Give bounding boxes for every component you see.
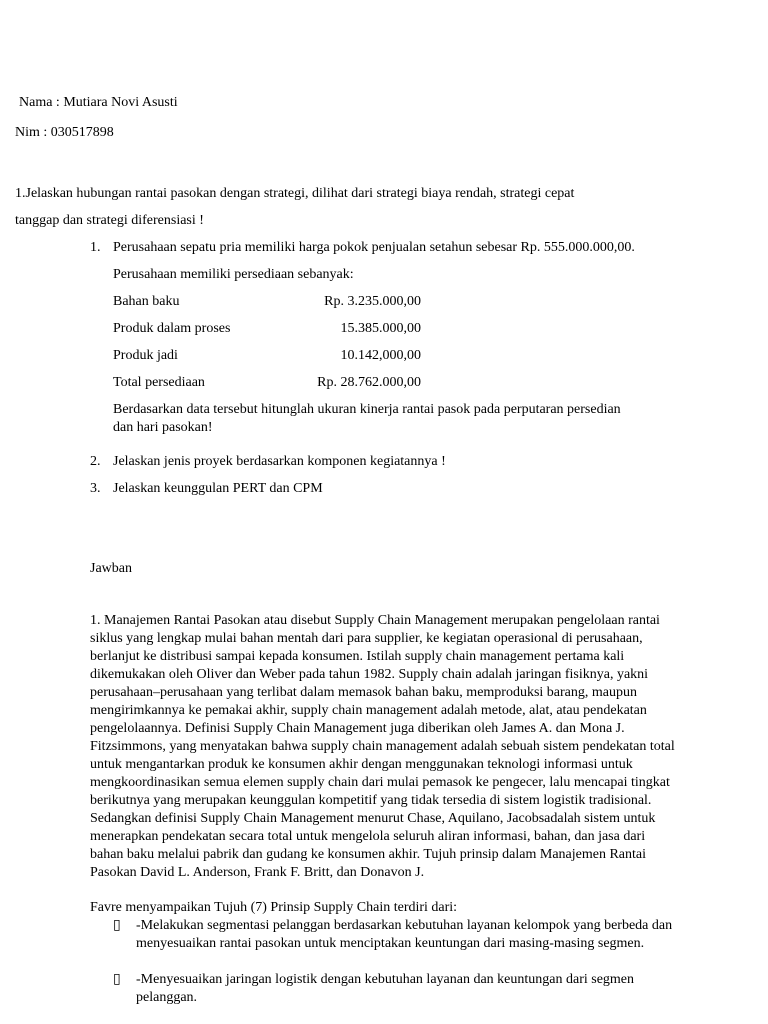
answer-heading: Jawban — [90, 561, 132, 576]
inventory-conclusion-line-2: dan hari pasokan! — [113, 420, 213, 435]
inventory-value: Rp. 28.762.000,00 — [317, 375, 421, 390]
student-name: Nama : Mutiara Novi Asusti — [19, 95, 178, 110]
inventory-label: Produk jadi — [113, 348, 178, 363]
inventory-label: Total persediaan — [113, 375, 205, 390]
list-number: 3. — [90, 481, 101, 496]
inventory-conclusion-line-1: Berdasarkan data tersebut hitunglah ukuran kinerja rantai pasok pada perputaran persedian — [113, 402, 621, 417]
bullet-text: -Menyesuaikan jaringan logistik dengan kebutuhan layanan dan keuntungan dari segmen pelanggan. — [136, 972, 635, 1005]
inventory-value: 10.142,000,00 — [340, 348, 421, 363]
missing-glyph-icon: ▯ — [113, 918, 121, 933]
list-text: Perusahaan sepatu pria memiliki harga pokok penjualan setahun sebesar Rp. 555.000.000,00. — [113, 240, 635, 255]
missing-glyph-icon: ▯ — [113, 972, 121, 987]
list-text: Jelaskan jenis proyek berdasarkan komponen kegiatannya ! — [113, 454, 446, 469]
inventory-label: Bahan baku — [113, 294, 180, 309]
inventory-label: Produk dalam proses — [113, 321, 231, 336]
list-number: 2. — [90, 454, 101, 469]
question-1-line-2: tanggap dan strategi diferensiasi ! — [15, 213, 204, 228]
favre-line: Favre menyampaikan Tujuh (7) Prinsip Supply Chain terdiri dari: — [90, 900, 458, 915]
inventory-value: 15.385.000,00 — [340, 321, 421, 336]
inventory-value: Rp. 3.235.000,00 — [324, 294, 421, 309]
list-text: Jelaskan keunggulan PERT dan CPM — [113, 481, 323, 496]
answer-paragraph: 1. Manajemen Rantai Pasokan atau disebut Supply Chain Management merupakan pengelolaan rantai siklus yang lengkap mulai bahan mentah dari para supplier, ke kegiatan operasional di perusahaan, berlanjut ke distribusi sampai kepada konsumen. Istilah supply chain management pertama kali dikemukakan oleh Oliver dan Weber pada tahun 1982. Supply chain adalah jaringan fisiknya, yakni perusahaan–perusahaan yang terlibat dalam memasok bahan baku, memproduksi barang, maupun mengirimkannya ke pemakai akhir, supply chain management adalah metode, alat, atau pendekatan pengelolaannya. Definisi Supply Chain Management juga diberikan oleh James A. dan Mona J. Fitzsimmons, yang menyatakan bahwa supply chain management adalah sebuah sistem pendekatan total untuk mengantarkan produk ke konsumen akhir dengan menggunakan teknologi informasi untuk mengkoordinasikan semua elemen supply chain dari mulai pemasok ke pengecer, lalu mencapai tingkat berikutnya yang merupakan keunggulan kompetitif yang tidak tersedia di sistem logistik tradisional. Sedangkan definisi Supply Chain Management menurut Chase, Aquilano, Jacobsadalah sistem untuk menerapkan pendekatan secara total untuk mengelola seluruh aliran informasi, bahan, dan jasa dari bahan baku melalui pabrik dan gudang ke konsumen akhir. Tujuh prinsip dalam Manajemen Rantai Pasokan David L. Anderson, Frank F. Britt, dan Donavon J. — [90, 613, 675, 880]
inventory-intro: Perusahaan memiliki persediaan sebanyak: — [113, 267, 354, 282]
question-1-line-1: 1.Jelaskan hubungan rantai pasokan dengan strategi, dilihat dari strategi biaya rendah, strategi cepat — [15, 186, 575, 201]
list-number: 1. — [90, 240, 101, 255]
bullet-text: -Melakukan segmentasi pelanggan berdasarkan kebutuhan layanan kelompok yang berbeda dan menyesuaikan rantai pasokan untuk menciptakan keuntungan dari masing-masing segmen. — [136, 918, 673, 951]
student-nim: Nim : 030517898 — [15, 125, 114, 140]
